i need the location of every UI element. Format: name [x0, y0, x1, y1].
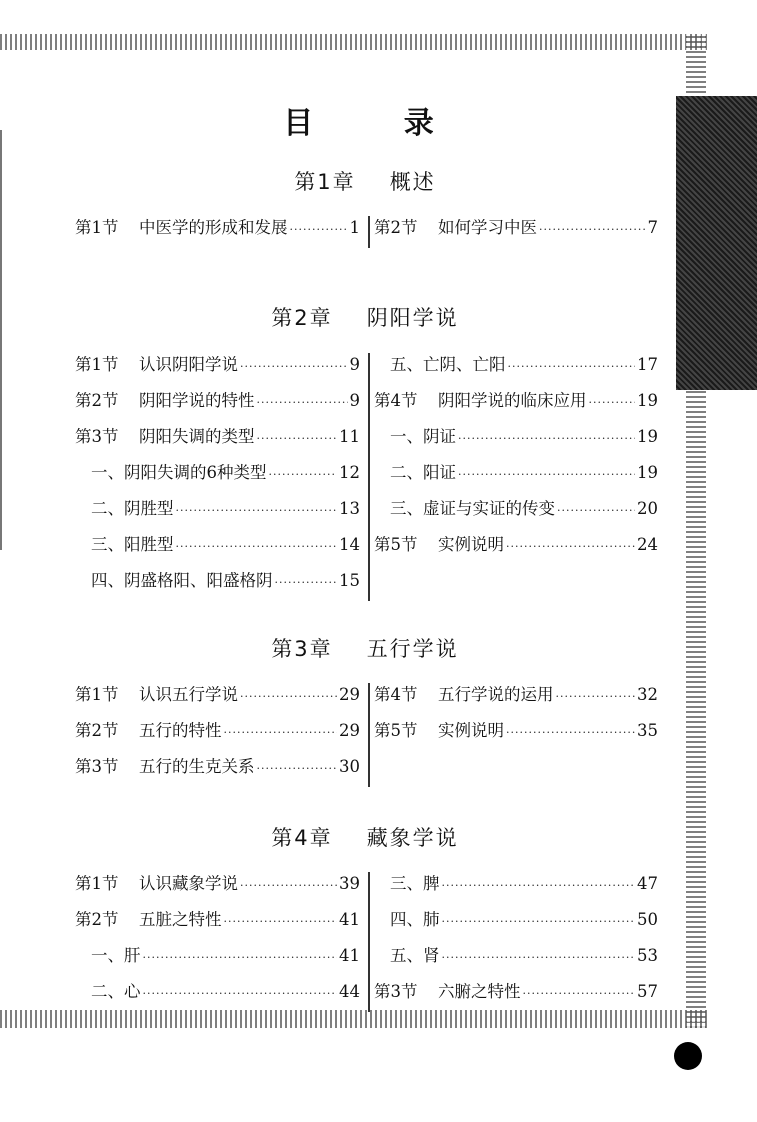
- toc-entry[interactable]: [374, 419, 658, 455]
- leader-dots: [269, 457, 338, 493]
- leader-dots: [508, 349, 636, 385]
- page-number: 47: [637, 874, 658, 893]
- entry-title: 五脏之特性: [139, 910, 222, 929]
- page-marker-dot: [674, 1042, 702, 1070]
- page-number: 20: [637, 499, 658, 518]
- entry-title: 认识阴阳学说: [139, 355, 238, 374]
- toc-entry[interactable]: [75, 974, 360, 1010]
- leader-dots: [290, 212, 348, 248]
- page-number: 12: [339, 463, 360, 482]
- leader-dots: [257, 751, 338, 787]
- section-number: 第4节: [374, 391, 418, 410]
- toc-entry[interactable]: [374, 713, 658, 749]
- toc-entry[interactable]: [75, 902, 360, 938]
- leader-dots: [506, 529, 635, 565]
- entry-title: 五行的生克关系: [139, 757, 255, 776]
- toc-entry[interactable]: [75, 563, 360, 599]
- section-number: 第1节: [75, 218, 119, 237]
- toc-entry[interactable]: [374, 974, 658, 1010]
- page-number: 13: [339, 499, 360, 518]
- section-number: 第3节: [75, 757, 119, 776]
- page-number: 35: [637, 721, 658, 740]
- entry-title: 实例说明: [438, 721, 504, 740]
- toc-entry[interactable]: [75, 491, 360, 527]
- page-number: 50: [637, 910, 658, 929]
- toc-entry[interactable]: [75, 419, 360, 455]
- toc-column-left: [75, 210, 360, 246]
- leader-dots: [275, 565, 338, 601]
- chapter-heading: [150, 166, 580, 196]
- section-number: 第2节: [374, 218, 418, 237]
- chapter-number: 第4章: [271, 826, 333, 850]
- leader-dots: [240, 679, 337, 715]
- entry-title: 二、阳证: [390, 463, 456, 482]
- toc-entry[interactable]: [374, 455, 658, 491]
- chapter-title: 阴阳学说: [366, 306, 459, 330]
- section-number: 第2节: [75, 391, 119, 410]
- section-number: 第5节: [374, 535, 418, 554]
- entry-title: 五行的特性: [139, 721, 222, 740]
- section-number: 第1节: [75, 355, 119, 374]
- chapter-heading: [150, 822, 580, 852]
- page-edge-line: [0, 130, 2, 550]
- page-number: 24: [637, 535, 658, 554]
- page-number: 17: [637, 355, 658, 374]
- entry-title: 阴阳学说的特性: [139, 391, 255, 410]
- entry-title: 阴阳失调的类型: [139, 427, 255, 446]
- toc-entry[interactable]: [75, 866, 360, 902]
- leader-dots: [176, 529, 338, 565]
- leader-dots: [458, 457, 635, 493]
- toc-entry[interactable]: [374, 491, 658, 527]
- page-number: 41: [339, 910, 360, 929]
- leader-dots: [224, 715, 338, 751]
- toc-column-left: [75, 677, 360, 785]
- page-number: 9: [349, 355, 360, 374]
- leader-dots: [143, 940, 338, 976]
- entry-title: 实例说明: [438, 535, 504, 554]
- entry-title: 如何学习中医: [438, 218, 537, 237]
- leader-dots: [523, 976, 636, 1012]
- section-number: 第1节: [75, 685, 119, 704]
- page-number: 29: [339, 721, 360, 740]
- leader-dots: [539, 212, 646, 248]
- column-divider: [368, 872, 370, 1012]
- chapter-heading: [150, 302, 580, 332]
- leader-dots: [442, 868, 636, 904]
- page-number: 11: [339, 427, 360, 446]
- entry-title: 四、肺: [390, 910, 440, 929]
- decorative-border-bottom: [0, 1010, 710, 1028]
- toc-entry[interactable]: [374, 938, 658, 974]
- page-number: 19: [637, 463, 658, 482]
- entry-title: 五、亡阴、亡阳: [390, 355, 506, 374]
- entry-title: 四、阴盛格阳、阳盛格阴: [91, 571, 273, 590]
- page-number: 19: [637, 427, 658, 446]
- leader-dots: [506, 715, 635, 751]
- entry-title: 五行学说的运用: [438, 685, 554, 704]
- page-number: 30: [339, 757, 360, 776]
- page-number: 9: [349, 391, 360, 410]
- chapter-title: 概述: [389, 170, 436, 194]
- entry-title: 认识五行学说: [139, 685, 238, 704]
- section-number: 第4节: [374, 685, 418, 704]
- toc-entry[interactable]: [75, 210, 360, 246]
- toc-entry[interactable]: [374, 866, 658, 902]
- toc-entry[interactable]: [75, 713, 360, 749]
- page-number: 14: [339, 535, 360, 554]
- toc-entry[interactable]: [374, 902, 658, 938]
- chapter-number: 第1章: [294, 170, 356, 194]
- toc-column-right: [374, 210, 658, 246]
- toc-entry[interactable]: [75, 455, 360, 491]
- leader-dots: [240, 349, 348, 385]
- toc-entry[interactable]: [75, 938, 360, 974]
- page-number: 41: [339, 946, 360, 965]
- entry-title: 中医学的形成和发展: [139, 218, 288, 237]
- toc-entry[interactable]: [374, 527, 658, 563]
- entry-title: 一、阴证: [390, 427, 456, 446]
- leader-dots: [257, 385, 348, 421]
- toc-entry[interactable]: [374, 347, 658, 383]
- leader-dots: [458, 421, 635, 457]
- page-number: 57: [637, 982, 658, 1001]
- entry-title: 六腑之特性: [438, 982, 521, 1001]
- page-number: 39: [339, 874, 360, 893]
- section-number: 第1节: [75, 874, 119, 893]
- entry-title: 认识藏象学说: [139, 874, 238, 893]
- entry-title: 三、虚证与实证的传变: [390, 499, 555, 518]
- entry-title: 三、阳胜型: [91, 535, 174, 554]
- page-number: 7: [647, 218, 658, 237]
- section-number: 第3节: [75, 427, 119, 446]
- section-number: 第5节: [374, 721, 418, 740]
- decorative-border-top: [0, 34, 710, 50]
- column-divider: [368, 353, 370, 601]
- entry-title: 二、心: [91, 982, 141, 1001]
- entry-title: 三、脾: [390, 874, 440, 893]
- page-number: 32: [637, 685, 658, 704]
- chapter-title: 五行学说: [366, 637, 459, 661]
- column-divider: [368, 683, 370, 787]
- column-divider: [368, 216, 370, 248]
- leader-dots: [442, 940, 636, 976]
- toc-entry[interactable]: [75, 347, 360, 383]
- toc-entry[interactable]: [374, 383, 658, 419]
- chapter-number: 第2章: [271, 306, 333, 330]
- leader-dots: [257, 421, 338, 457]
- entry-title: 一、阴阳失调的6种类型: [91, 463, 267, 482]
- leader-dots: [143, 976, 338, 1012]
- page-number: 29: [339, 685, 360, 704]
- toc-entry[interactable]: [374, 210, 658, 246]
- chapter-heading: [150, 633, 580, 663]
- leader-dots: [224, 904, 338, 940]
- toc-entry[interactable]: [75, 383, 360, 419]
- leader-dots: [442, 904, 636, 940]
- leader-dots: [176, 493, 338, 529]
- toc-entry[interactable]: [75, 527, 360, 563]
- entry-title: 一、肝: [91, 946, 141, 965]
- page-title: 目 录: [283, 106, 474, 141]
- page-number: 15: [339, 571, 360, 590]
- toc-entry[interactable]: [75, 677, 360, 713]
- page-number: 53: [637, 946, 658, 965]
- toc-column-left: [75, 866, 360, 1010]
- page-number: 1: [349, 218, 360, 237]
- toc-entry[interactable]: [374, 677, 658, 713]
- section-number: 第3节: [374, 982, 418, 1001]
- page-number: 19: [637, 391, 658, 410]
- leader-dots: [589, 385, 636, 421]
- toc-column-right: [374, 866, 658, 1010]
- chapter-title: 藏象学说: [366, 826, 459, 850]
- section-number: 第2节: [75, 721, 119, 740]
- toc-column-left: [75, 347, 360, 599]
- leader-dots: [556, 679, 636, 715]
- page-number: 44: [339, 982, 360, 1001]
- toc-column-right: [374, 677, 658, 749]
- leader-dots: [240, 868, 337, 904]
- leader-dots: [557, 493, 635, 529]
- entry-title: 阴阳学说的临床应用: [438, 391, 587, 410]
- toc-column-right: [374, 347, 658, 563]
- section-number: 第2节: [75, 910, 119, 929]
- entry-title: 五、肾: [390, 946, 440, 965]
- entry-title: 二、阴胜型: [91, 499, 174, 518]
- toc-entry[interactable]: [75, 749, 360, 785]
- chapter-number: 第3章: [271, 637, 333, 661]
